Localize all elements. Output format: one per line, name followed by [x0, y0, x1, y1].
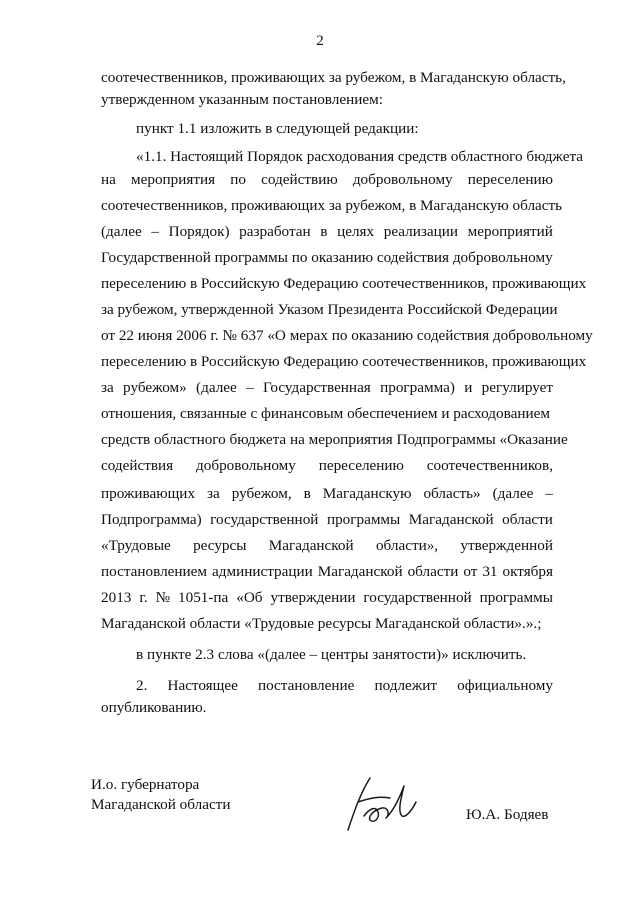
word: добровольному — [352, 171, 453, 188]
text-line: «1.1. Настоящий Порядок расходования средств областного бюджета — [136, 148, 584, 165]
word: Государственная — [262, 379, 371, 396]
text-line: опубликованию. — [101, 699, 207, 716]
word: 1051-па — [178, 589, 229, 606]
word: официальному — [457, 677, 553, 694]
word: Магаданскую — [322, 485, 412, 502]
page-number: 2 — [316, 33, 324, 49]
text-line: переселению в Российскую Федерацию соотечественников, проживающих — [101, 353, 587, 370]
text-line: за рубежом, утвержденной Указом Президента Российской Федерации — [101, 301, 558, 318]
text-line: от 22 июня 2006 г. № 637 «О мерах по оказанию содействия добровольному — [101, 327, 593, 344]
word: 2013 — [101, 589, 132, 606]
word: области — [502, 511, 553, 528]
word: реализации — [383, 223, 458, 240]
word: программа) — [380, 379, 455, 396]
word: – — [151, 223, 159, 240]
word: за — [207, 485, 220, 502]
text-line: утвержденном указанным постановлением: — [101, 91, 383, 108]
word: октября — [502, 563, 553, 580]
text-line: Государственной программы по оказанию содействия добровольному — [101, 249, 553, 266]
text-line: средств областного бюджета на мероприятия Подпрограммы «Оказание — [101, 431, 568, 448]
text-line: пункт 1.1 изложить в следующей редакции: — [136, 120, 419, 137]
word: постановлением — [101, 563, 208, 580]
word: разработан — [239, 223, 311, 240]
word: рубежом» — [123, 379, 187, 396]
text-line: соотечественников, проживающих за рубежом, в Магаданскую область, — [101, 69, 566, 86]
text-line — [101, 456, 553, 476]
word: утвержденной — [460, 537, 553, 554]
text-line — [101, 588, 553, 608]
word: «Трудовые — [101, 537, 171, 554]
text-line — [101, 170, 553, 190]
word: администрации — [212, 563, 313, 580]
word: – — [545, 485, 553, 502]
signatory-name: Ю.А. Бодяев — [466, 806, 549, 823]
text-line — [101, 536, 553, 556]
word: Магаданской — [408, 511, 494, 528]
word: за — [101, 379, 114, 396]
word: области», — [375, 537, 439, 554]
word: (далее — [101, 223, 142, 240]
signatory-position-line1: И.о. губернатора — [91, 776, 200, 793]
word: утверждении — [270, 589, 356, 606]
word: от — [463, 563, 478, 580]
text-line: соотечественников, проживающих за рубежом, в Магаданскую область — [101, 197, 563, 214]
word: программы — [326, 511, 401, 528]
word: область» — [423, 485, 481, 502]
word: 2. — [136, 677, 148, 694]
word: добровольному — [196, 457, 296, 474]
word: (далее — [492, 485, 534, 502]
text-line: отношения, связанные с финансовым обеспечением и расходованием — [101, 405, 550, 422]
word: мероприятия — [131, 171, 216, 188]
word: регулирует — [481, 379, 553, 396]
word: соотечественников, — [426, 457, 553, 474]
text-line: Магаданской области «Трудовые ресурсы Магаданской области».».; — [101, 615, 542, 632]
word: в — [303, 485, 311, 502]
word: 31 — [482, 563, 498, 580]
word: Магаданской — [317, 563, 403, 580]
text-line — [101, 562, 553, 582]
word: Настоящее — [167, 677, 238, 694]
word: на — [101, 171, 116, 188]
word: № — [155, 589, 171, 606]
word: по — [230, 171, 247, 188]
word: в — [320, 223, 328, 240]
word: Порядок) — [168, 223, 230, 240]
word: подлежит — [374, 677, 438, 694]
word: переселению — [467, 171, 553, 188]
signatory-position-line2: Магаданской области — [91, 796, 231, 813]
word: – — [246, 379, 254, 396]
text-line — [136, 676, 553, 696]
word: государственной — [363, 589, 472, 606]
word: г. — [139, 589, 148, 606]
word: «Об — [236, 589, 263, 606]
word: (далее — [196, 379, 237, 396]
word: и — [464, 379, 473, 396]
word: государственной — [210, 511, 319, 528]
word: постановление — [257, 677, 355, 694]
word: переселению — [318, 457, 404, 474]
text-line — [101, 484, 553, 504]
word: ресурсы — [193, 537, 247, 554]
word: Подпрограмма) — [101, 511, 202, 528]
word: мероприятий — [467, 223, 553, 240]
word: содействия — [101, 457, 174, 474]
word: содействию — [261, 171, 338, 188]
word: программы — [479, 589, 553, 606]
text-line — [101, 510, 553, 530]
word: области — [407, 563, 459, 580]
text-line — [101, 222, 553, 242]
word: целях — [337, 223, 375, 240]
word: рубежом, — [231, 485, 292, 502]
text-line — [101, 378, 553, 398]
word: Магаданской — [268, 537, 354, 554]
text-line: в пункте 2.3 слова «(далее – центры занятости)» исключить. — [136, 646, 527, 663]
word: проживающих — [101, 485, 196, 502]
text-line: переселению в Российскую Федерацию соотечественников, проживающих — [101, 275, 587, 292]
handwritten-signature-icon — [340, 772, 420, 834]
